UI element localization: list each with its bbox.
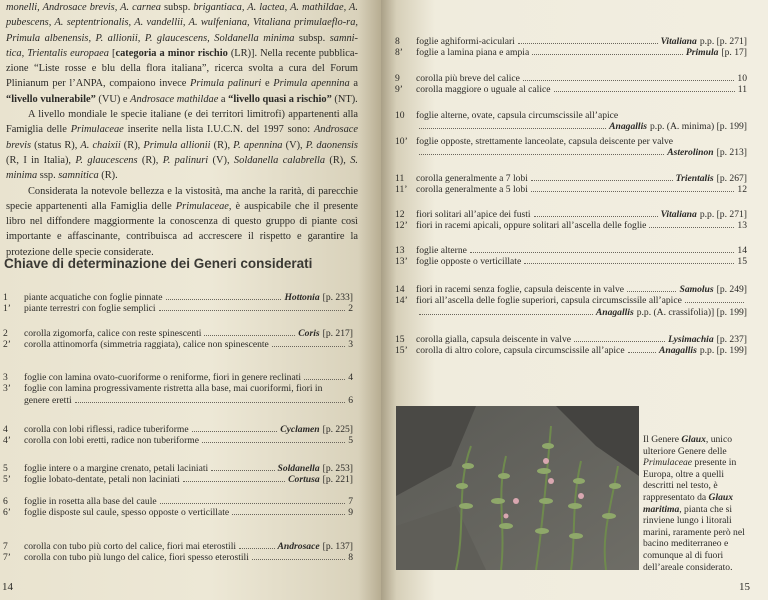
couplet-description: corolla generalmente a 5 lobi bbox=[416, 184, 528, 196]
couplet-number: 13 bbox=[395, 245, 405, 256]
couplet-number: 2’ bbox=[3, 339, 11, 351]
couplet-description: corolla più breve del calice bbox=[416, 73, 520, 84]
couplet-description: foglie alterne, ovate, capsula circumscissile all’apice bbox=[416, 110, 619, 121]
couplet-description: corolla gialla, capsula deiscente in valve bbox=[416, 334, 572, 345]
next-couplet: 6 bbox=[348, 394, 353, 406]
couplet-number: 8 bbox=[395, 36, 400, 47]
dot-leader bbox=[239, 547, 274, 549]
key-line bbox=[395, 307, 747, 318]
next-couplet: 9 bbox=[348, 507, 353, 519]
page-reference: p.p. [p. 271] bbox=[699, 36, 747, 47]
couplet-description: corolla zigomorfa, calice con reste spinescenti bbox=[24, 328, 202, 339]
dot-leader bbox=[166, 298, 282, 300]
couplet-number: 7 bbox=[3, 541, 8, 552]
page-reference: p.p. (A. minima) [p. 199] bbox=[650, 121, 747, 133]
couplet-description: genere eretti bbox=[24, 394, 72, 406]
couplet-number: 7’ bbox=[3, 552, 11, 564]
key-line bbox=[3, 383, 353, 394]
page-reference: [p. 137] bbox=[322, 541, 353, 552]
intro-paragraph-1: monelli, Androsace brevis, A. carnea subsp. brigantiaca, A. lactea, A. mathildae, A. pubescens, A. septentrionalis, A. vandellii, A. wulfeniana, Vitaliana primulaeflo-ra, Primula albenensis, P. allionii, P. glaucescens, Soldanella minima subsp. samni-tica, Trientalis europaea [categoria a minor rischio (LR)]. Nella recente pubblica-zione “Liste rosse e blu della flora italiana”, ricerca svolta a cura del Forum Plinianum per l’ANPA, compaiono invece Primula palinuri e Primula apennina a “livello vulnerabile” (VU) e Androsace mathildae a “livello quasi a rischio” (NT). bbox=[6, 2, 358, 105]
key-line bbox=[3, 395, 353, 406]
couplet-number: 6 bbox=[3, 496, 8, 507]
genus-name: Coris bbox=[298, 328, 320, 339]
couplet-number: 1 bbox=[3, 292, 8, 303]
couplet-description: corolla con tubo più corto del calice, fiori mai eterostili bbox=[24, 541, 237, 552]
dot-leader bbox=[419, 313, 593, 315]
key-line bbox=[395, 136, 747, 147]
dot-leader bbox=[252, 558, 345, 560]
genus-name: Cyclamen bbox=[280, 424, 320, 435]
couplet-number: 6’ bbox=[3, 507, 11, 519]
genus-name: Primula bbox=[685, 47, 719, 59]
key-line bbox=[395, 121, 747, 132]
key-line bbox=[3, 372, 353, 383]
key-line bbox=[395, 84, 747, 95]
caption-text-4: , pianta che si rinviene lungo i litorali marini, raramente però nel bacino mediterraneo e comunque al di fuori dell’areale considerato. bbox=[643, 503, 745, 573]
key-line bbox=[395, 209, 747, 220]
key-line bbox=[3, 424, 353, 435]
key-title: Chiave di determinazione dei Generi considerati bbox=[4, 256, 313, 271]
couplet-description: foglie aghiformi-aciculari bbox=[416, 36, 515, 47]
page-reference: [p. 253] bbox=[322, 463, 353, 474]
key-line bbox=[3, 507, 353, 518]
couplet-number: 15’ bbox=[395, 345, 408, 357]
couplet-number: 12 bbox=[395, 209, 405, 220]
dot-leader bbox=[518, 42, 658, 44]
key-line bbox=[395, 147, 747, 158]
couplet-description: corolla di altro colore, capsula circumscissile all’apice bbox=[416, 345, 625, 357]
key-line bbox=[395, 220, 747, 231]
dot-leader bbox=[685, 301, 744, 303]
genus-name: Samolus bbox=[679, 284, 714, 295]
couplet-number: 3 bbox=[3, 372, 8, 383]
key-line bbox=[3, 541, 353, 552]
couplet-number: 4 bbox=[3, 424, 8, 435]
key-line bbox=[3, 463, 353, 474]
genus-name: Asterolinon bbox=[667, 147, 714, 159]
couplet-description: corolla attinomorfa (simmetria raggiata), calice non spinescente bbox=[24, 339, 269, 351]
page-reference: [p. 213] bbox=[716, 147, 747, 159]
couplet-number: 14’ bbox=[395, 295, 408, 307]
dot-leader bbox=[192, 430, 278, 432]
key-line bbox=[395, 295, 747, 306]
couplet-description: fiori in racemi senza foglie, capsula deiscente in valve bbox=[416, 284, 625, 295]
dot-leader bbox=[649, 226, 734, 228]
key-line bbox=[3, 303, 353, 314]
couplet-number: 11 bbox=[395, 173, 405, 184]
couplet-description: corolla generalmente a 7 lobi bbox=[416, 173, 528, 184]
key-line bbox=[395, 184, 747, 195]
couplet-description: foglie lobato-dentate, petali non laciniati bbox=[24, 474, 180, 486]
dot-leader bbox=[470, 251, 735, 253]
key-line bbox=[395, 110, 747, 121]
page-number-right: 15 bbox=[739, 581, 750, 593]
next-couplet: 14 bbox=[737, 245, 747, 256]
couplet-number: 11’ bbox=[395, 184, 408, 196]
next-couplet: 8 bbox=[348, 552, 353, 564]
couplet-description: foglie opposte o verticillate bbox=[416, 256, 522, 268]
page-reference: [p. 225] bbox=[322, 424, 353, 435]
key-line bbox=[3, 474, 353, 485]
next-couplet: 5 bbox=[348, 435, 353, 447]
key-line bbox=[3, 328, 353, 339]
dot-leader bbox=[232, 513, 345, 515]
photo-caption bbox=[643, 434, 753, 573]
key-line bbox=[395, 334, 747, 345]
dot-leader bbox=[531, 190, 735, 192]
dot-leader bbox=[627, 290, 676, 292]
key-line bbox=[3, 496, 353, 507]
page-number-left: 14 bbox=[2, 581, 13, 593]
next-couplet: 10 bbox=[737, 73, 747, 84]
couplet-description: foglie in rosetta alla base del caule bbox=[24, 496, 157, 507]
couplet-description: foglie con lamina ovato-cuoriforme o reniforme, fiori in genere reclinati bbox=[24, 372, 302, 383]
couplet-description: foglie opposte, strettamente lanceolate, capsula deiscente per valve bbox=[416, 136, 674, 147]
key-line bbox=[3, 435, 353, 446]
next-couplet: 7 bbox=[348, 496, 353, 507]
dot-leader bbox=[531, 179, 673, 181]
key-line bbox=[395, 284, 747, 295]
genus-name: Trientalis bbox=[675, 173, 714, 184]
couplet-number: 8’ bbox=[395, 47, 403, 59]
genus-name: Vitaliana bbox=[660, 209, 697, 220]
couplet-number: 9 bbox=[395, 73, 400, 84]
couplet-description: corolla con lobi riflessi, radice tuberiforme bbox=[24, 424, 189, 435]
right-page bbox=[381, 0, 768, 600]
page-reference: [p. 217] bbox=[322, 328, 353, 339]
key-line bbox=[395, 245, 747, 256]
couplet-description: foglie a lamina piana e ampia bbox=[416, 47, 530, 59]
key-line bbox=[3, 339, 353, 350]
page-reference: p.p. (A. crassifolia)] [p. 199] bbox=[636, 306, 747, 318]
dot-leader bbox=[204, 334, 295, 336]
dot-leader bbox=[419, 127, 606, 129]
next-couplet: 4 bbox=[348, 372, 353, 383]
dot-leader bbox=[534, 215, 658, 217]
intro-paragraph-3: Considerata la notevole bellezza e la vistosità, ma anche la rarità, di parecchie specie appartenenti alla Famiglia delle Primulaceae, è auspicabile che il presente libro nel diffondere maggiormente la conoscenza di questo gruppo di piante così importante e affascinante, contribuisca ad accrescere il rispetto e garantire la protezione delle specie considerate. bbox=[6, 185, 358, 258]
couplet-number: 5’ bbox=[3, 474, 11, 486]
key-line bbox=[3, 552, 353, 563]
dot-leader bbox=[75, 401, 346, 403]
couplet-description: corolla maggiore o uguale al calice bbox=[416, 84, 551, 96]
couplet-number: 10 bbox=[395, 110, 405, 121]
couplet-description: piante acquatiche con foglie pinnate bbox=[24, 292, 163, 303]
key-line bbox=[395, 73, 747, 84]
couplet-number: 10’ bbox=[395, 136, 408, 147]
left-page bbox=[0, 0, 381, 600]
couplet-description: fiori in racemi apicali, oppure solitari all’ascella delle foglie bbox=[416, 220, 647, 232]
key-line bbox=[3, 292, 353, 303]
dot-leader bbox=[524, 262, 734, 264]
couplet-number: 15 bbox=[395, 334, 405, 345]
couplet-description: piante terrestri con foglie semplici bbox=[24, 303, 156, 315]
caption-text-2: , unico ulteriore Genere delle bbox=[643, 434, 733, 457]
dot-leader bbox=[554, 90, 735, 92]
couplet-number: 1’ bbox=[3, 303, 11, 315]
intro-text bbox=[6, 0, 358, 260]
couplet-description: foglie con lamina progressivamente ristretta alla base, mai cuoriformi, fiori in bbox=[24, 383, 323, 395]
genus-name: Anagallis bbox=[658, 345, 697, 357]
couplet-description: fiori solitari all’apice dei fusti bbox=[416, 209, 531, 220]
couplet-description: foglie intere o a margine crenato, petali laciniati bbox=[24, 463, 209, 474]
genus-name: Hottonia bbox=[284, 292, 320, 303]
dot-leader bbox=[272, 345, 345, 347]
key-line bbox=[395, 256, 747, 267]
couplet-description: foglie disposte sul caule, spesso opposte o verticillate bbox=[24, 507, 230, 519]
caption-genus: Glaux bbox=[681, 434, 706, 445]
page-reference: [p. 267] bbox=[716, 173, 747, 184]
couplet-number: 14 bbox=[395, 284, 405, 295]
dot-leader bbox=[419, 153, 664, 155]
genus-name: Lysimachia bbox=[668, 334, 714, 345]
next-couplet: 2 bbox=[348, 303, 353, 315]
dot-leader bbox=[211, 469, 274, 471]
genus-name: Vitaliana bbox=[660, 36, 697, 47]
page-reference: p.p. [p. 271] bbox=[699, 209, 747, 220]
couplet-number: 4’ bbox=[3, 435, 11, 447]
couplet-description: corolla con lobi eretti, radice non tuberiforme bbox=[24, 435, 200, 447]
dot-leader bbox=[183, 480, 285, 482]
key-line bbox=[395, 173, 747, 184]
caption-species: Glaux maritima bbox=[643, 491, 734, 515]
couplet-number: 2 bbox=[3, 328, 8, 339]
dot-leader bbox=[523, 79, 735, 81]
caption-family: Primulaceae bbox=[643, 457, 693, 469]
genus-name: Androsace bbox=[277, 541, 320, 552]
genus-name: Cortusa bbox=[288, 474, 320, 486]
couplet-description: corolla con tubo più lungo del calice, fiori spesso eterostili bbox=[24, 552, 249, 564]
dot-leader bbox=[574, 340, 665, 342]
couplet-description: fiori all’ascella delle foglie superiori, capsula circumscissile all’apice bbox=[416, 295, 682, 307]
page-reference: [p. 17] bbox=[721, 47, 747, 59]
dot-leader bbox=[304, 378, 345, 380]
dot-leader bbox=[159, 309, 346, 311]
genus-name: Soldanella bbox=[277, 463, 320, 474]
dot-leader bbox=[202, 441, 345, 443]
couplet-description: foglie alterne bbox=[416, 245, 467, 256]
page-reference: [p. 237] bbox=[716, 334, 747, 345]
next-couplet: 3 bbox=[348, 339, 353, 351]
key-line bbox=[395, 36, 747, 47]
genus-name: Anagallis bbox=[595, 306, 634, 318]
couplet-number: 9’ bbox=[395, 84, 403, 96]
key-line bbox=[395, 47, 747, 58]
next-couplet: 15 bbox=[737, 256, 747, 268]
caption-text-1: Il Genere bbox=[643, 434, 682, 445]
key-line bbox=[395, 345, 747, 356]
next-couplet: 11 bbox=[737, 84, 747, 96]
intro-paragraph-2: A livello mondiale le specie italiane (e dei territori limitrofi) appartenenti alla Famiglia delle Primulaceae inserite nella lista I.U.C.N. del 1997 sono: Androsace brevis (status R), A. chaixii (R), Primula allionii (R), P. apennina (V), P. daonensis (R, I in Italia), P. glaucescens (R), P. palinuri (V), Soldanella calabrella (R), S. minima ssp. samnitica (R). bbox=[6, 109, 359, 182]
next-couplet: 12 bbox=[737, 184, 747, 196]
couplet-number: 3’ bbox=[3, 383, 11, 395]
page-reference: p.p. [p. 199] bbox=[699, 345, 747, 357]
caption-text-3: presente in Europa, oltre a quelli descritti nel testo, è rappresentato da bbox=[643, 457, 737, 503]
next-couplet: 13 bbox=[737, 220, 747, 232]
genus-name: Anagallis bbox=[609, 121, 647, 133]
page-reference: [p. 221] bbox=[322, 474, 353, 486]
dot-leader bbox=[532, 53, 683, 55]
page-reference: [p. 249] bbox=[716, 284, 747, 295]
couplet-number: 12’ bbox=[395, 220, 408, 232]
page-reference: [p. 233] bbox=[322, 292, 353, 303]
dot-leader bbox=[160, 502, 346, 504]
couplet-number: 5 bbox=[3, 463, 8, 474]
dot-leader bbox=[628, 351, 656, 353]
couplet-number: 13’ bbox=[395, 256, 408, 268]
glaux-maritima-photo bbox=[396, 406, 639, 570]
